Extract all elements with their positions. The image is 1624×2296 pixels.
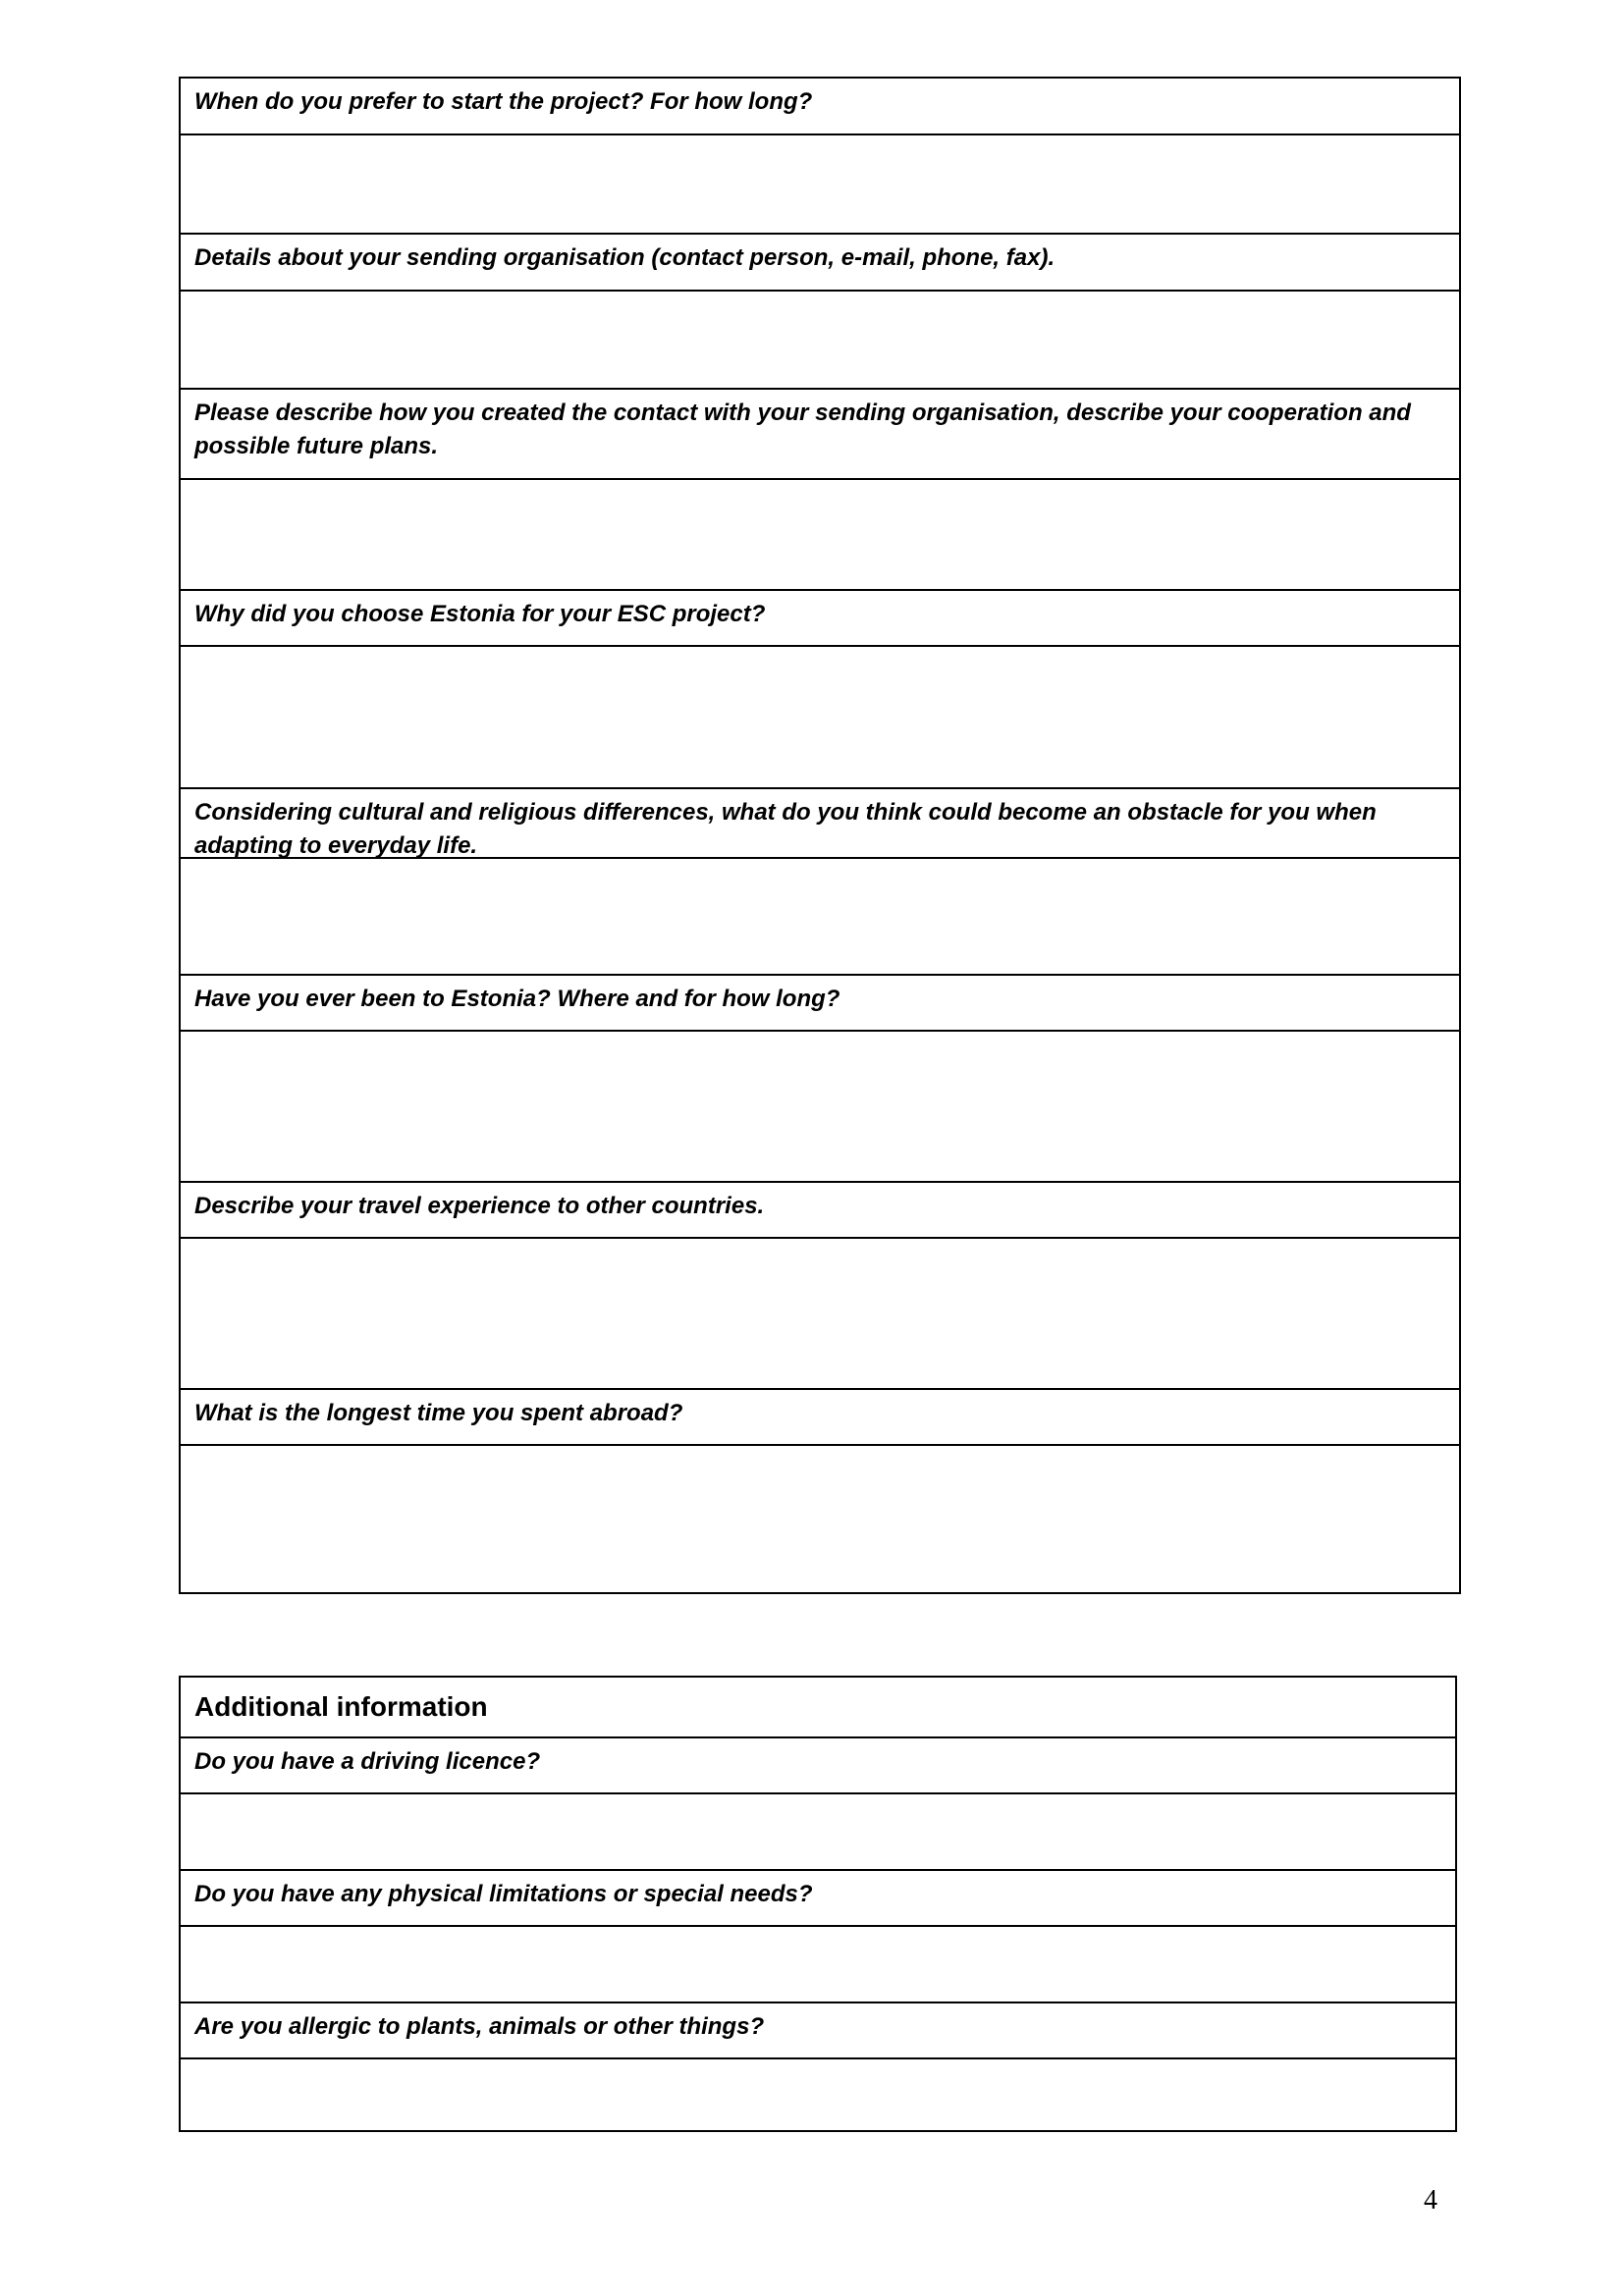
answer-field-sending-organisation[interactable] [181,290,1459,388]
answer-field-been-to-estonia[interactable] [181,1030,1459,1181]
answer-field-why-estonia[interactable] [181,645,1459,787]
page-number: 4 [1424,2185,1437,2216]
answer-field-travel-experience[interactable] [181,1237,1459,1388]
question-label-contact-cooperation: Please describe how you created the contact with your sending organisation, describe your cooperation and possible future plans. [181,388,1459,478]
answer-field-contact-cooperation[interactable] [181,478,1459,589]
question-label-been-to-estonia: Have you ever been to Estonia? Where and for how long? [181,974,1459,1030]
question-label-sending-organisation: Details about your sending organisation (contact person, e-mail, phone, fax). [181,233,1459,290]
question-label-start-date: When do you prefer to start the project? For how long? [194,88,813,115]
answer-field-driving-licence[interactable] [181,1792,1455,1869]
question-label-longest-abroad: What is the longest time you spent abroad? [181,1388,1459,1444]
question-label-physical-limitations: Do you have any physical limitations or special needs? [181,1869,1455,1925]
question-label-cultural-obstacles: Considering cultural and religious differences, what do you think could become an obstacle for you when adapting to everyday life. [181,787,1459,857]
answer-field-allergies[interactable] [181,2057,1455,2130]
section-title-additional-information: Additional information [194,1691,488,1722]
question-label-driving-licence: Do you have a driving licence? [181,1736,1455,1792]
answer-field-longest-abroad[interactable] [181,1444,1459,1592]
questions-table [179,77,1461,1594]
answer-field-start-date[interactable] [181,133,1459,233]
additional-information-table [179,1676,1457,2132]
question-label-why-estonia: Why did you choose Estonia for your ESC project? [181,589,1459,645]
answer-field-physical-limitations[interactable] [181,1925,1455,2002]
answer-field-cultural-obstacles[interactable] [181,857,1459,974]
question-label-travel-experience: Describe your travel experience to other countries. [181,1181,1459,1237]
question-label-allergies: Are you allergic to plants, animals or other things? [181,2002,1455,2057]
